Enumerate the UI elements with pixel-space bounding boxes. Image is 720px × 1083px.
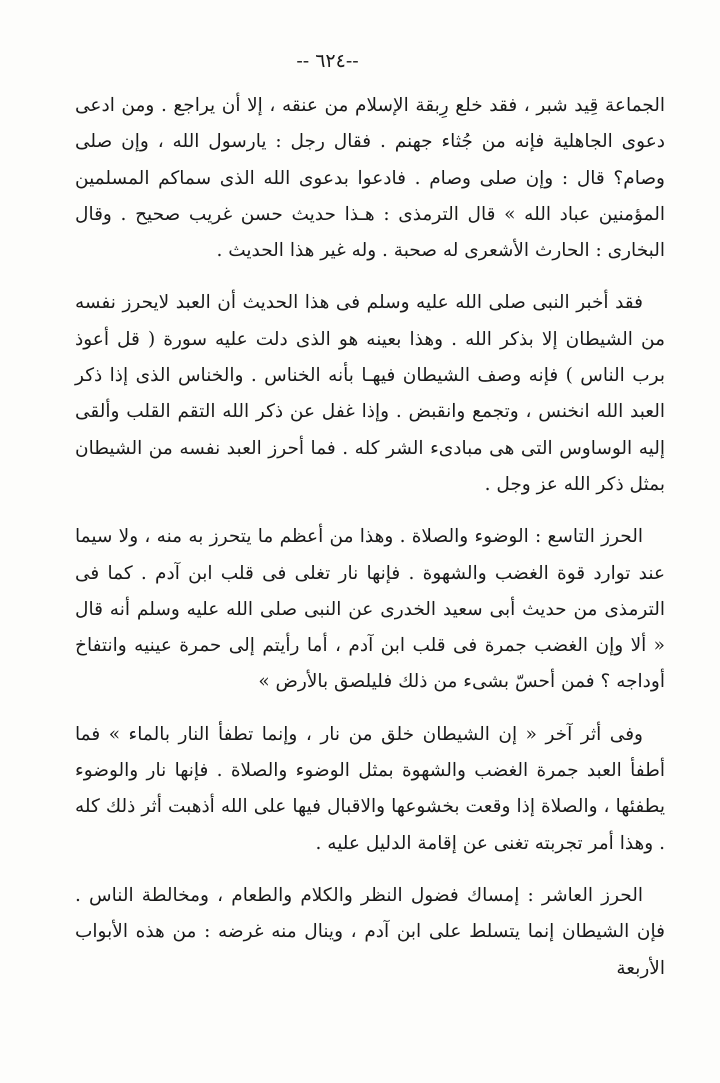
page-number: --٦٢٤ -- — [296, 50, 359, 72]
paragraph-hadith-end: الجماعة قِيد شبر ، فقد خلع رِبقة الإسلام من عنقه ، إلا أن يراجع . ومن ادعى دعوى الجاهلية فإنه من جُثاء جهنم . فقال رجل : يارسول الله ، وإن صلى وصام؟ قال : وإن صلى وصام . فادعوا بدعوى الله الذى سماكم المسلمين المؤمنين عباد الله » قال الترمذى : هـذا حديث حسن غريب صحيح . وقال البخارى : الحارث الأشعرى له صحبة . وله غير هذا الحديث . — [75, 95, 665, 262]
page-body — [75, 88, 665, 987]
paragraph-dhikr-protection: فقد أخبر النبى صلى الله عليه وسلم فى هذا الحديث أن العبد لايحرز نفسه من الشيطان إلا بذكر الله . وهذا بعينه هو الذى دلت عليه سورة ( قل أعوذ برب الناس ) فإنه وصف الشيطان فيهـا بأنه الخناس . والخناس الذى إذا ذكر العبد الله انخنس ، وتجمع وانقبض . وإذا غفل عن ذكر الله التقم القلب وألقى إليه الوساوس التى هى مبادىء الشر كله . فما أحرز العبد نفسه من الشيطان بمثل ذكر الله عز وجل . — [75, 292, 665, 495]
paragraph-ninth-protection: الحرز التاسع : الوضوء والصلاة . وهذا من أعظم ما يتحرز به منه ، ولا سيما عند توارد قوة الغضب والشهوة . فإنها نار تغلى فى قلب ابن آدم . كما فى الترمذى من حديث أبى سعيد الخدرى عن النبى صلى الله عليه وسلم أنه قال « ألا وإن الغضب جمرة فى قلب ابن آدم ، أما رأيتم إلى حمرة عينيه وانتفاخ أوداجه ؟ فمن أحسّ بشىء من ذلك فليلصق بالأرض » — [75, 526, 665, 693]
paragraph-tenth-protection: الحرز العاشر : إمساك فضول النظر والكلام والطعام ، ومخالطة الناس . فإن الشيطان إنما يتسلط على ابن آدم ، وينال منه غرضه : من هذه الأبواب الأربعة — [75, 884, 665, 979]
paragraph-another-narration: وفى أثر آخر « إن الشيطان خلق من نار ، وإنما تطفأ النار بالماء » فما أطفأ العبد جمرة الغضب والشهوة بمثل الوضوء والصلاة . فإنها نار والوضوء يطفئها ، والصلاة إذا وقعت بخشوعها والاقبال فيها على الله أذهبت أثر ذلك كله . وهذا أمر تجربته تغنى عن إقامة الدليل عليه . — [75, 723, 665, 854]
